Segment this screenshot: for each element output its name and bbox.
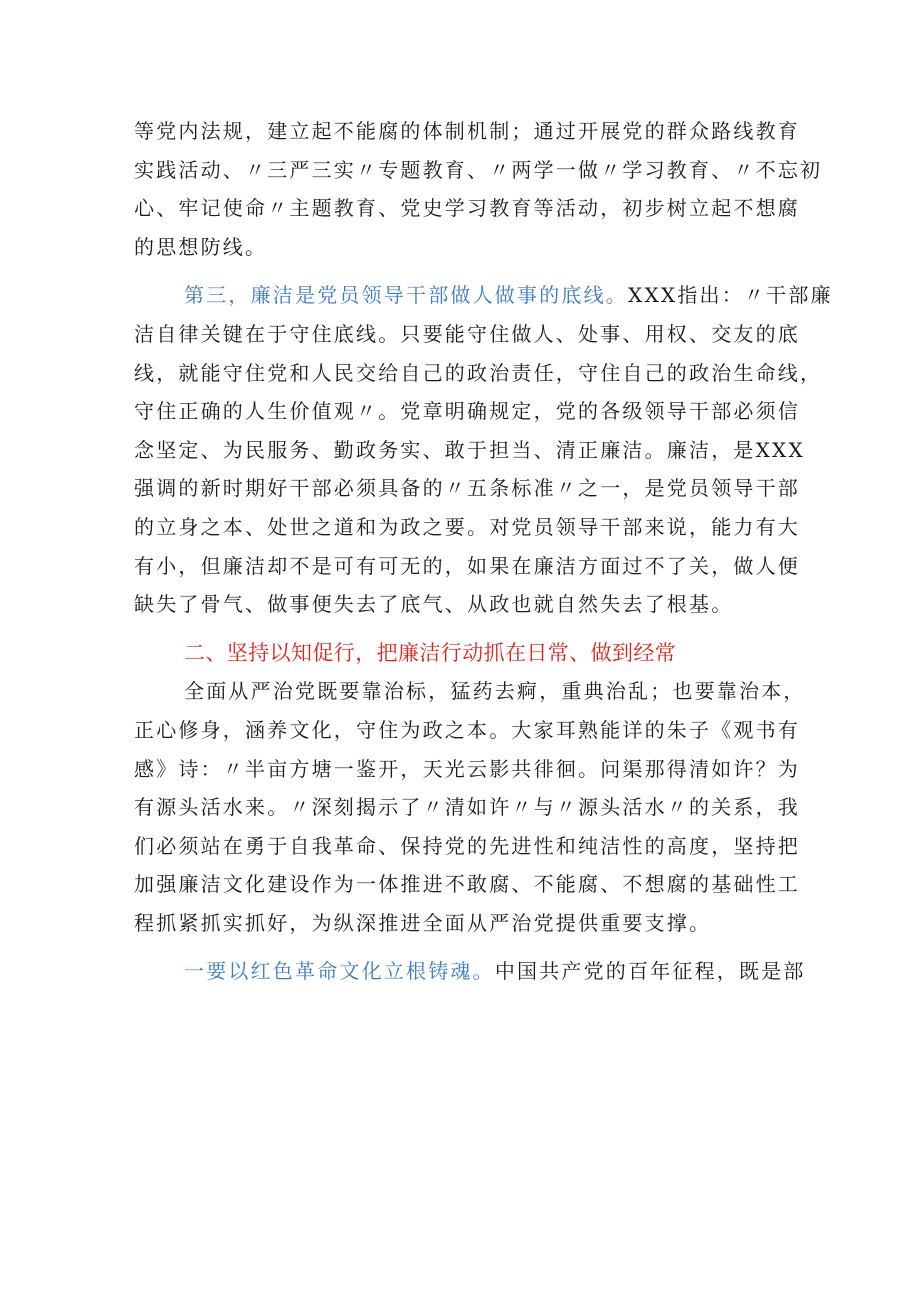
- text-line: 的立身之本、处世之道和为政之要。对党员领导干部来说，能力有大: [134, 514, 800, 539]
- text-line: 的思想防线。: [134, 234, 268, 259]
- text-line: 实践活动、〃三严三实〃专题教育、〃两学一做〃学习教育、〃不忘初: [134, 157, 823, 182]
- text-line: 念坚定、为民服务、勤政务实、敢于担当、清正廉洁。廉洁，是XXX: [134, 437, 805, 462]
- text-line: 强调的新时期好干部必须具备的〃五条标准〃之一，是党员领导干部: [134, 476, 800, 501]
- text-line: 程抓紧抓实抓好，为纵深推进全面从严治党提供重要支撑。: [134, 910, 712, 935]
- text-line: 们必须站在勇于自我革命、保持党的先进性和纯洁性的高度，坚持把: [134, 833, 800, 858]
- paragraph-1: [134, 112, 823, 266]
- text-line: 有源头活水来。〃深刻揭示了〃清如许〃与〃源头活水〃的关系，我: [134, 795, 800, 820]
- text-line: 心、牢记使命〃主题教育、党史学习教育等活动，初步树立起不想腐: [134, 196, 800, 221]
- paragraph-2-first-line: [134, 276, 833, 315]
- paragraph-3: [134, 672, 806, 942]
- text-line: 守住正确的人生价值观〃。党章明确规定，党的各级领导干部必须信: [134, 399, 800, 424]
- paragraph-2-lead-sentence: 第三，廉洁是党员领导干部做人做事的底线。: [184, 283, 628, 308]
- paragraph-4-first-line: [134, 952, 806, 991]
- text-line: 有小，但廉洁却不是可有可无的，如果在廉洁方面过不了关，做人便: [134, 553, 800, 578]
- text-line: 加强廉洁文化建设作为一体推进不敢腐、不能腐、不想腐的基础性工: [134, 872, 800, 897]
- paragraph-2: [134, 276, 833, 623]
- text-line: 感》诗：〃半亩方塘一鉴开，天光云影共徘徊。问渠那得清如许？为: [134, 756, 800, 781]
- paragraph-4-rest: 中国共产党的百年征程，既是部: [494, 959, 806, 984]
- document-page: [134, 112, 833, 991]
- text-line: 正心修身，涵养文化，守住为政之本。大家耳熟能详的朱子《观书有: [134, 717, 800, 742]
- section-heading-2: 二、坚持以知促行，把廉洁行动抓在日常、做到经常: [184, 640, 677, 665]
- text-line: 全面从严治党既要靠治标，猛药去痾，重典治乱；也要靠治本，: [184, 679, 806, 704]
- text-line: 缺失了骨气、做事便失去了底气、从政也就自然失去了根基。: [134, 592, 734, 617]
- text-line: 洁自律关键在于守住底线。只要能守住做人、处事、用权、交友的底: [134, 321, 800, 346]
- text-line: 线，就能守住党和人民交给自己的政治责任，守住自己的政治生命线，: [134, 360, 823, 385]
- text-line: 等党内法规，建立起不能腐的体制机制；通过开展党的群众路线教育: [134, 119, 800, 143]
- paragraph-4-lead-sentence: 一要以红色革命文化立根铸魂。: [184, 959, 495, 984]
- paragraph-4: [134, 952, 806, 991]
- paragraph-2-first-rest: XXX指出：〃干部廉: [628, 283, 833, 308]
